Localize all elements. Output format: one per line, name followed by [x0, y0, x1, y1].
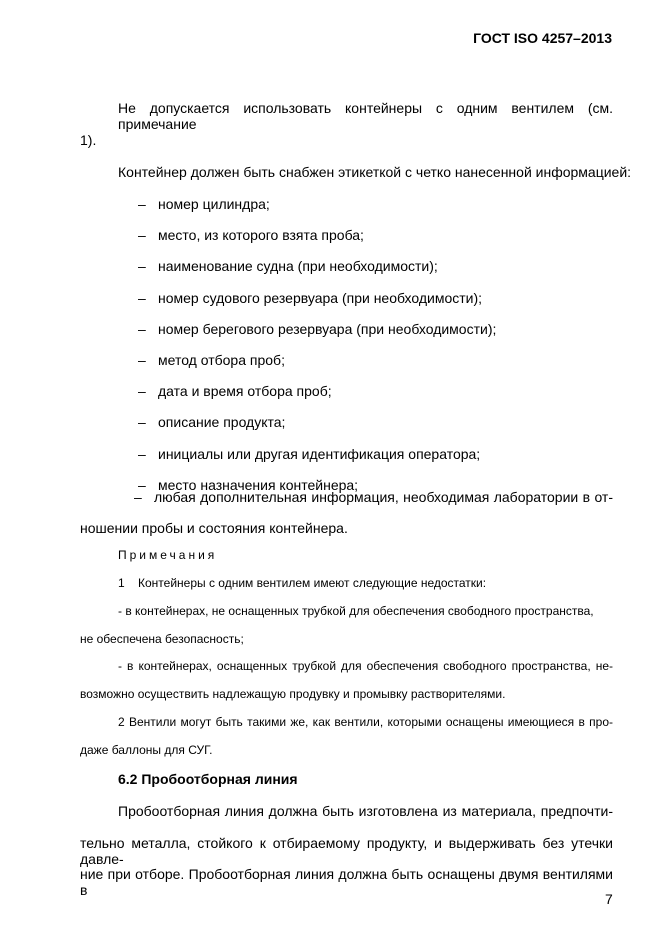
section-title: 6.2 Пробоотборная линия	[118, 771, 298, 787]
paragraph-1-line-1: Не допускается использовать контейнеры с одним вентилем (см. примечание	[118, 100, 613, 132]
list-dash: –	[138, 476, 146, 493]
document-header: ГОСТ ISO 4257–2013	[473, 30, 612, 46]
list-dash: –	[138, 445, 146, 462]
list-item	[138, 227, 364, 243]
list-item-last-line-1: – любая дополнительная информация, необходимая лаборатории в от-	[134, 489, 613, 505]
list-item	[138, 446, 480, 462]
note-1a-line-1: - в контейнерах, не оснащенных трубкой для обеспечения свободного пространства,	[118, 604, 594, 618]
list-dash: –	[138, 320, 146, 337]
list-item-text: описание продукта;	[158, 414, 286, 431]
list-dash: –	[138, 383, 146, 400]
list-item	[138, 196, 270, 212]
list-item-text: номер судового резервуара (при необходимости);	[158, 289, 483, 306]
list-item-text: место назначения контейнера;	[158, 476, 359, 493]
list-dash: –	[138, 289, 146, 306]
note-1b-line-1: - в контейнерах, оснащенных трубкой для обеспечения свободного пространства, не-	[118, 659, 613, 673]
note-1a-line-2: не обеспечена безопасность;	[80, 632, 244, 646]
list-item	[138, 414, 285, 430]
list-item-text: номер цилиндра;	[158, 196, 270, 212]
list-dash: –	[138, 414, 146, 431]
note-1: 1 Контейнеры с одним вентилем имеют следующие недостатки:	[118, 576, 487, 590]
section-line-2: тельно металла, стойкого к отбираемому продукту, и выдерживать без утечки давле-	[80, 835, 613, 867]
list-item	[138, 352, 285, 368]
list-item	[138, 321, 496, 337]
notes-heading: Примечания	[118, 548, 218, 562]
list-dash: –	[138, 258, 146, 275]
list-item-text: номер берегового резервуара (при необходимости);	[158, 320, 497, 337]
note-2-line-2: даже баллоны для СУГ.	[80, 743, 213, 757]
list-item-last-line-2: ношении пробы и состояния контейнера.	[80, 520, 348, 536]
list-item	[138, 258, 438, 274]
list-item-text: метод отбора проб;	[158, 352, 285, 368]
list-item-text: наименование судна (при необходимости);	[158, 258, 438, 275]
note-2-line-1: 2 Вентили могут быть такими же, как вентили, которыми оснащены имеющиеся в про-	[118, 715, 613, 729]
list-dash: –	[134, 489, 142, 505]
list-item	[138, 383, 332, 399]
section-line-1: Пробоотборная линия должна быть изготовлена из материала, предпочти-	[118, 803, 613, 819]
list-dash: –	[138, 227, 146, 244]
section-line-3: ние при отборе. Пробоотборная линия должна быть оснащены двумя вентилями в	[80, 866, 613, 898]
list-dash: –	[138, 352, 146, 368]
list-item	[138, 290, 482, 306]
paragraph-1-line-2: 1).	[80, 132, 97, 148]
page-number: 7	[605, 891, 613, 907]
list-item-text: место, из которого взята проба;	[158, 227, 364, 244]
list-item-text: дата и время отбора проб;	[158, 383, 332, 400]
note-1b-line-2: возможно осуществить надлежащую продувку и промывку растворителями.	[80, 687, 506, 701]
list-item-text: инициалы или другая идентификация оператора;	[158, 445, 481, 462]
list-dash: –	[138, 196, 146, 212]
paragraph-2: Контейнер должен быть снабжен этикеткой с четко нанесенной информацией:	[118, 164, 632, 180]
